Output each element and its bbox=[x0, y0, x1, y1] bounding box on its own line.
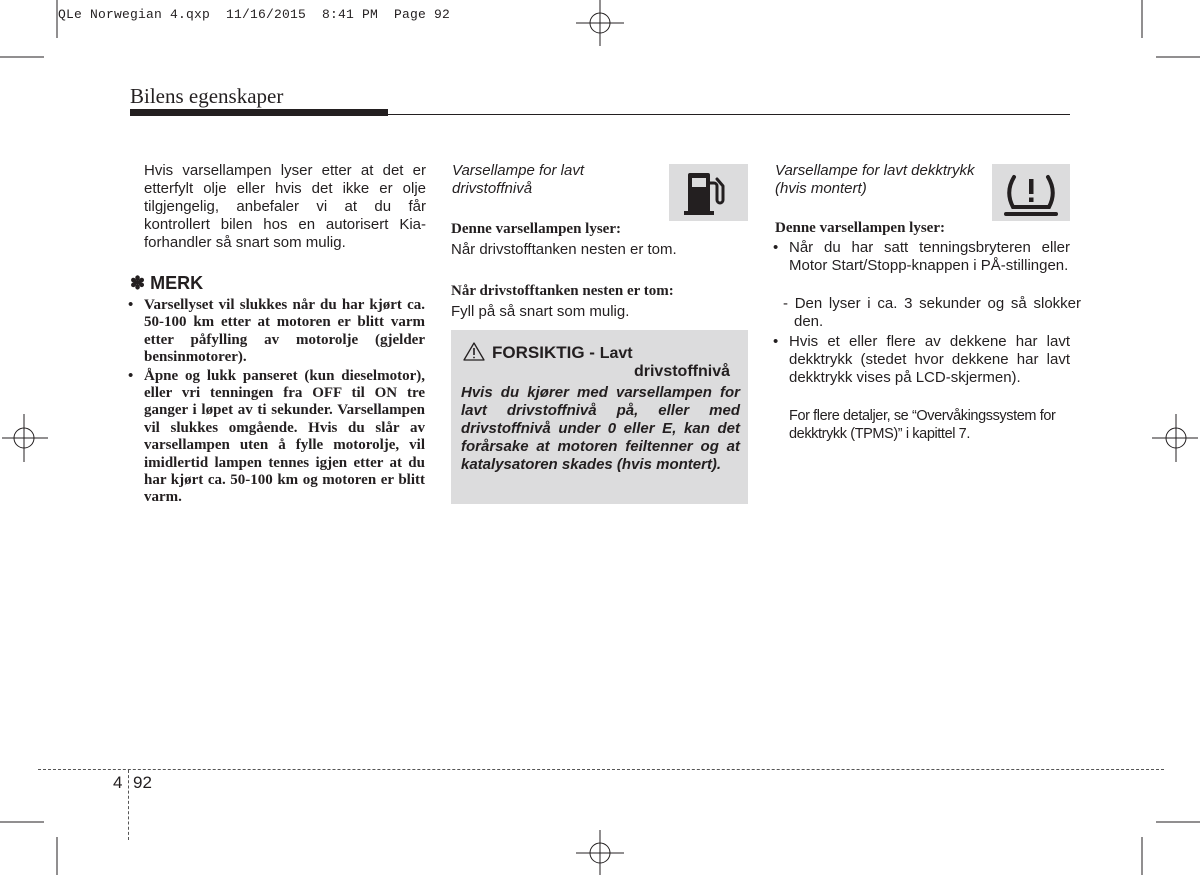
intro-paragraph: Hvis varsellampen lyser etter at det er etterfylt olje eller hvis det ikke er olje tilgjengelig, anbefaler vi at du får kontrollert bilen hos en autorisert Kia-forhandler så snart som mulig. bbox=[144, 162, 426, 251]
tpms-subheading: Denne varsellampen lyser: bbox=[775, 220, 945, 236]
chapter-number: 4 bbox=[113, 773, 123, 792]
header-rule bbox=[130, 114, 1070, 115]
note-list bbox=[128, 297, 425, 507]
bullet: • bbox=[128, 367, 134, 384]
tpms-heading: Varsellampe for lavt dekktrykk (hvis montert) bbox=[775, 162, 975, 197]
fuel-subheading-1: Denne varsellampen lyser: bbox=[451, 221, 621, 237]
fuel-subheading-2: Når drivstofftanken nesten er tom: bbox=[451, 283, 674, 299]
tpms-item-2 bbox=[773, 333, 1070, 387]
bullet: • bbox=[773, 333, 779, 350]
bullet: • bbox=[128, 297, 134, 313]
registration-mark-bottom bbox=[576, 828, 624, 875]
note-item-text: Varsellyset vil slukkes når du har kjørt ca. 50-100 km etter at motoren er blitt varm etter påfylling av motorolje (gjelder bensinmotorer). bbox=[144, 297, 425, 366]
caution-title-rest: Lavt bbox=[599, 345, 633, 362]
warning-triangle-icon bbox=[463, 342, 485, 361]
page-number: 92 bbox=[133, 773, 152, 792]
footer-vertical-dash bbox=[128, 770, 129, 840]
tpms-reference: For flere detaljer, se “Overvåkingssystem for dekktrykk (TPMS)” i kapittel 7. bbox=[789, 408, 1056, 442]
fuel-text-1: Når drivstofftanken nesten er tom. bbox=[451, 241, 677, 258]
caution-title-label: FORSIKTIG - bbox=[492, 343, 595, 362]
tire-pressure-warning-icon bbox=[992, 164, 1070, 221]
fuel-text-2: Fyll på så snart som mulig. bbox=[451, 303, 630, 320]
bullet: • bbox=[773, 239, 779, 256]
file-slug: QLe Norwegian 4.qxp 11/16/2015 8:41 PM Page 92 bbox=[58, 7, 451, 22]
tpms-item-1 bbox=[773, 239, 1070, 275]
tpms-dash-item: - Den lyser i ca. 3 sekunder og så slokker den. bbox=[783, 295, 1081, 330]
caution-body: Hvis du kjører med varsellampen for lavt drivstoffnivå på, eller med drivstoffnivå under 0 eller E, kan det forårsake at motoren feiltenner og at katalysatoren skades (hvis montert). bbox=[461, 384, 740, 473]
fuel-heading: Varsellampe for lavt drivstoffnivå bbox=[452, 162, 584, 197]
footer-dashed-rule bbox=[38, 769, 1164, 770]
tpms-item-text: Når du har satt tenningsbryteren eller Motor Start/Stopp-knappen i PÅ-stillingen. bbox=[789, 239, 1070, 274]
registration-mark-top bbox=[576, 0, 624, 48]
note-item bbox=[128, 368, 425, 507]
caution-title bbox=[492, 343, 633, 363]
registration-mark-right bbox=[1152, 414, 1200, 462]
caution-title-line2: drivstoffnivå bbox=[633, 363, 730, 380]
section-title: Bilens egenskaper bbox=[130, 84, 284, 108]
fuel-pump-icon bbox=[669, 164, 748, 221]
caution-box bbox=[451, 330, 748, 504]
note-item-text: Åpne og lukk panseret (kun dieselmotor), eller vri tenningen fra OFF til ON tre ganger i løpet av ti sekunder. Varsellampen vil slukkes omgående. Hvis du slår av varsellampen uten å fylle motorolje, vil imidlertid lampen tennes igjen etter at du har kjørt ca. 50-100 km og motoren er blitt varm. bbox=[144, 367, 425, 506]
note-title: ✽ MERK bbox=[130, 273, 204, 293]
registration-mark-left bbox=[0, 414, 48, 462]
note-item bbox=[128, 297, 425, 367]
tpms-item-text: Hvis et eller flere av dekkene har lavt dekktrykk (stedet hvor dekkene har lavt dekktrykk vises på LCD-skjermen). bbox=[789, 333, 1070, 386]
